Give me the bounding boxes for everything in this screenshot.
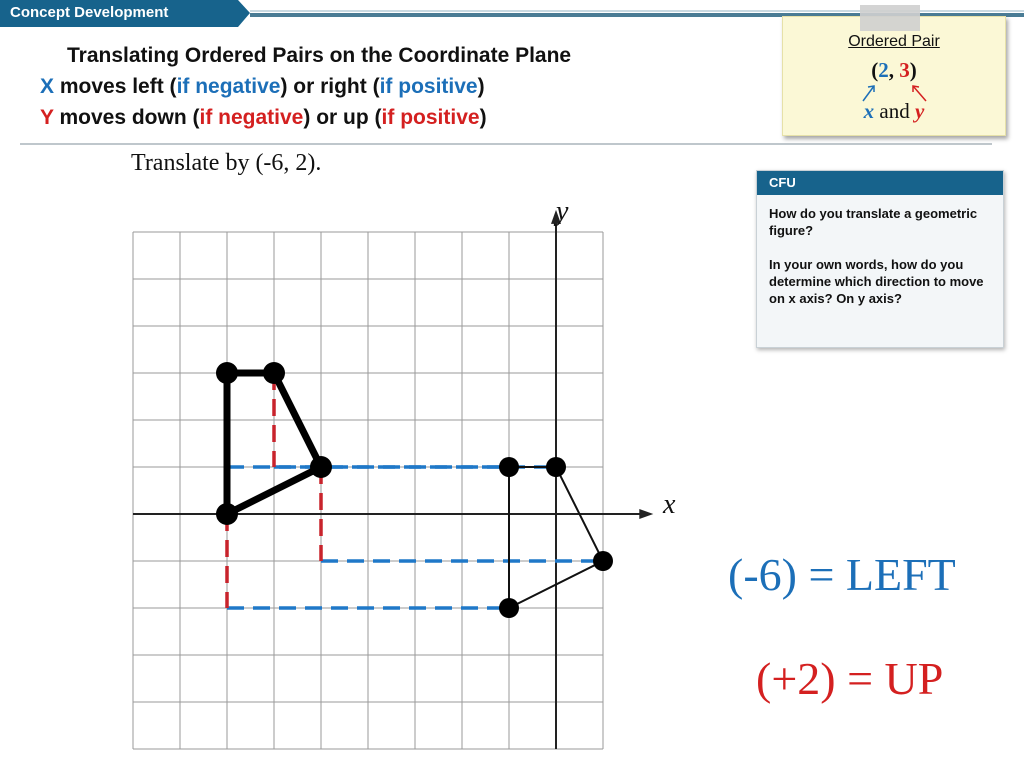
translated-vertex (216, 362, 238, 384)
y-rule-text2: ) or up ( (303, 106, 382, 129)
note-comma: , (888, 58, 900, 82)
cfu-question-2: In your own words, how do you determine which direction to move on x axis? On y axis? (769, 257, 984, 306)
y-rule-var: Y (40, 106, 54, 129)
translated-vertex (310, 456, 332, 478)
x-rule-text3: ) (477, 75, 485, 98)
note-open-paren: ( (871, 58, 879, 82)
x-rule-text2: ) or right ( (280, 75, 380, 98)
cfu-question-1: How do you translate a geometric figure? (769, 206, 978, 238)
ordered-pair-note (782, 16, 1006, 136)
note-and: and (874, 99, 915, 123)
x-rule-var: X (40, 75, 55, 98)
y-rule-text3: ) (479, 106, 487, 129)
note-title: Ordered Pair (848, 33, 940, 50)
x-rule-neg: if negative (176, 75, 281, 98)
cfu-box (756, 170, 1004, 348)
original-vertex (593, 551, 613, 571)
y-rule (40, 106, 487, 130)
note-y-label: y (915, 99, 925, 123)
grid (133, 232, 603, 749)
up-label: (+2) = UP (756, 653, 944, 704)
note-xy (783, 99, 1005, 124)
y-rule-pos: if positive (381, 106, 480, 129)
note-tape (860, 5, 920, 31)
original-vertex (499, 457, 519, 477)
note-y-value: 3 (899, 58, 910, 82)
translated-vertex (263, 362, 285, 384)
y-axis-label: y (556, 196, 569, 227)
x-rule-text1: moves left ( (54, 75, 177, 98)
y-rule-neg: if negative (199, 106, 304, 129)
y-rule-text1: moves down ( (53, 106, 200, 129)
translate-instruction: Translate by (-6, 2). (131, 150, 322, 176)
x-axis-label: x (663, 489, 676, 520)
note-close-paren: ) (909, 58, 917, 82)
x-rule-pos: if positive (379, 75, 478, 98)
coordinate-plane (120, 190, 700, 760)
note-x-value: 2 (878, 58, 889, 82)
axes (133, 210, 653, 749)
original-vertex (499, 598, 519, 618)
page-title: Translating Ordered Pairs on the Coordinate Plane (67, 44, 572, 67)
left-label: (-6) = LEFT (728, 549, 956, 600)
section-divider (20, 143, 992, 145)
translated-vertex (216, 503, 238, 525)
cfu-header: CFU (757, 171, 1003, 195)
x-axis-arrow (639, 509, 653, 519)
x-rule (40, 75, 485, 99)
header-label: Concept Development (10, 4, 169, 21)
note-x-label: x (863, 99, 875, 123)
original-vertex (546, 457, 566, 477)
header-tab (0, 0, 250, 27)
